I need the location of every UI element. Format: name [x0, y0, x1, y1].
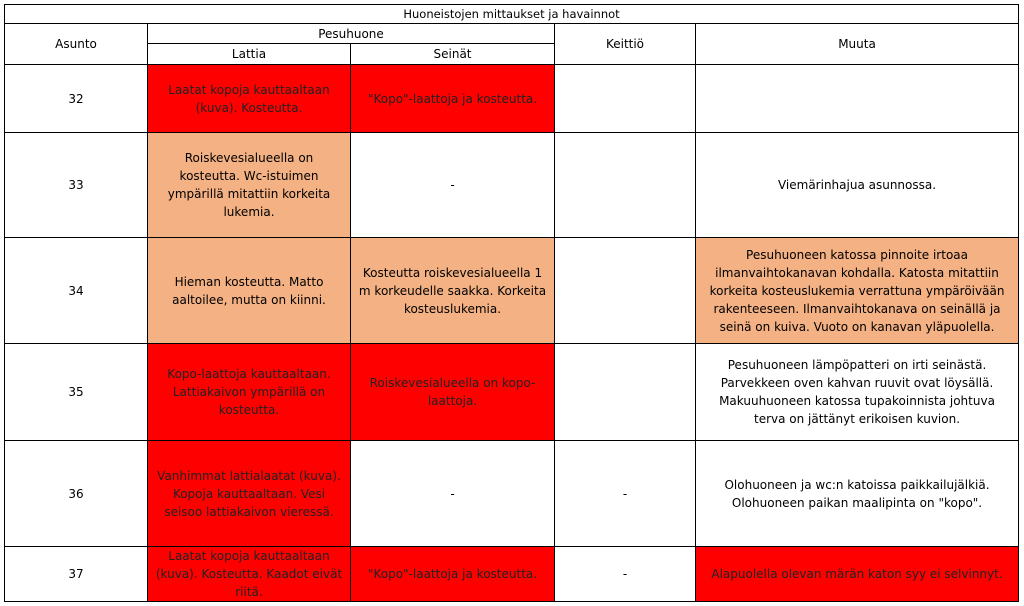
asunto-cell: 37 [5, 547, 148, 602]
lattia-cell: Vanhimmat lattialaatat (kuva). Kopoja kauttaaltaan. Vesi seisoo lattiakaivon vieressä. [148, 441, 351, 547]
table-row [5, 238, 1019, 344]
table-title: Huoneistojen mittaukset ja havainnot [5, 5, 1019, 24]
asunto-cell: 35 [5, 344, 148, 441]
lattia-cell: Roiskevesialueella on kosteutta. Wc-istuimen ympärillä mitattiin korkeita lukemia. [148, 133, 351, 238]
keittio-cell: - [555, 547, 696, 602]
inspection-table [4, 4, 1019, 602]
header-asunto: Asunto [5, 24, 148, 65]
muuta-cell: Olohuoneen ja wc:n katoissa paikkailujälkiä. Olohuoneen paikan maalipinta on "kopo". [696, 441, 1019, 547]
asunto-cell: 32 [5, 65, 148, 133]
table-row [5, 344, 1019, 441]
seinat-cell: "Kopo"-laattoja ja kosteutta. [351, 65, 555, 133]
muuta-cell: Viemärinhajua asunnossa. [696, 133, 1019, 238]
header-keittio: Keittiö [555, 24, 696, 65]
lattia-cell: Laatat kopoja kauttaaltaan (kuva). Kosteutta. Kaadot eivät riitä. [148, 547, 351, 602]
keittio-cell [555, 65, 696, 133]
keittio-cell [555, 344, 696, 441]
header-muuta: Muuta [696, 24, 1019, 65]
header-pesuhuone: Pesuhuone [148, 24, 555, 44]
header-seinat: Seinät [351, 44, 555, 65]
asunto-cell: 36 [5, 441, 148, 547]
header-lattia: Lattia [148, 44, 351, 65]
keittio-cell [555, 238, 696, 344]
table-row [5, 65, 1019, 133]
seinat-cell: - [351, 441, 555, 547]
table-row [5, 441, 1019, 547]
asunto-cell: 33 [5, 133, 148, 238]
muuta-cell [696, 65, 1019, 133]
keittio-cell [555, 133, 696, 238]
lattia-cell: Hieman kosteutta. Matto aaltoilee, mutta on kiinni. [148, 238, 351, 344]
muuta-cell: Alapuolella olevan märän katon syy ei selvinnyt. [696, 547, 1019, 602]
seinat-cell: - [351, 133, 555, 238]
table-row [5, 133, 1019, 238]
muuta-cell: Pesuhuoneen lämpöpatteri on irti seinästä. Parvekkeen oven kahvan ruuvit ovat löysällä. Makuuhuoneen katossa tupakoinnista johtuva terva on jättänyt erikoisen kuvion. [696, 344, 1019, 441]
seinat-cell: "Kopo"-laattoja ja kosteutta. [351, 547, 555, 602]
seinat-cell: Roiskevesialueella on kopo-laattoja. [351, 344, 555, 441]
asunto-cell: 34 [5, 238, 148, 344]
muuta-cell: Pesuhuoneen katossa pinnoite irtoaa ilmanvaihtokanavan kohdalla. Katosta mitattiin korkeita kosteuslukemia verrattuna ympäröivään rakenteeseen. Ilmanvaihtokanava on seinällä ja seinä on kuiva. Vuoto on kanavan yläpuolella. [696, 238, 1019, 344]
table-row [5, 547, 1019, 602]
lattia-cell: Laatat kopoja kauttaaltaan (kuva). Kosteutta. [148, 65, 351, 133]
seinat-cell: Kosteutta roiskevesialueella 1 m korkeudelle saakka. Korkeita kosteuslukemia. [351, 238, 555, 344]
lattia-cell: Kopo-laattoja kauttaaltaan. Lattiakaivon ympärillä on kosteutta. [148, 344, 351, 441]
keittio-cell: - [555, 441, 696, 547]
